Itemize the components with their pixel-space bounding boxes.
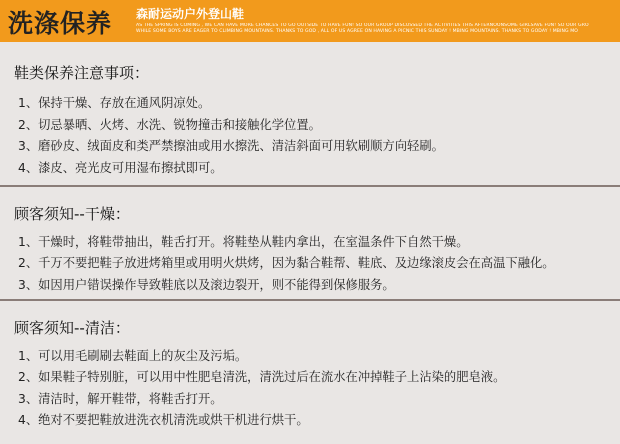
divider — [0, 299, 620, 301]
header-english-text — [136, 23, 616, 35]
header-english-line: AS THE SPRING IS COMING , WE CAN HAVE MORE CHANCES TO GO OUTSIDE TO HAVE FUN! SO OUR GROUP DISCUSSED THE ACTIVITIES THIS AFTERNOONSOME GIRLSAVE FUN! SO OUR GRO — [136, 23, 589, 28]
section-title: 顾客须知--干燥： — [14, 205, 130, 223]
header-banner — [0, 0, 620, 42]
divider — [0, 185, 620, 187]
list-item: 2、切忌暴晒、火烤、水洗、锐物撞击和接触化学位置。 — [18, 117, 321, 132]
list-item: 4、漆皮、亮光皮可用湿布擦拭即可。 — [18, 160, 223, 175]
list-item: 1、干燥时，将鞋带抽出，鞋舌打开。将鞋垫从鞋内拿出，在室温条件下自然干燥。 — [18, 235, 469, 249]
section-title: 顾客须知--清洁： — [14, 319, 130, 337]
list-item: 2、千万不要把鞋子放进烤箱里或用明火烘烤，因为黏合鞋帮、鞋底、及边缘滚皮会在高温下融化。 — [18, 256, 555, 271]
header-brand: 森耐运动户外登山鞋 — [136, 7, 245, 21]
drying-list — [18, 232, 555, 296]
list-item: 3、清洁时，解开鞋带，将鞋舌打开。 — [18, 391, 223, 406]
list-item: 4、绝对不要把鞋放进洗衣机清洗或烘干机进行烘干。 — [18, 412, 309, 427]
list-item: 3、如因用户错误操作导致鞋底以及滚边裂开，则不能得到保修服务。 — [18, 277, 395, 292]
list-item: 1、保持干燥、存放在通风阴凉处。 — [18, 96, 211, 110]
care-notes-list — [18, 93, 444, 179]
list-item: 1、可以用毛刷刷去鞋面上的灰尘及污垢。 — [18, 349, 248, 363]
header-title: 洗涤保养 — [8, 9, 113, 38]
header-english-line: WHILE SOME BOYS ARE EAGER TO CLIMBING MOUNTAINS. THANKS TO GOD , ALL OF US AGREE ON HAVING A PICNIC THIS SUNDAY ! MBING MOUNTAINS. THANKS TO GODAY ! MBING MO — [136, 29, 579, 34]
list-item: 3、磨砂皮、绒面皮和类严禁擦油或用水擦洗、清洁斜面可用软刷顺方向轻刷。 — [18, 139, 444, 154]
section-title: 鞋类保养注意事项： — [14, 64, 150, 82]
list-item: 2、如果鞋子特别脏，可以用中性肥皂清洗，清洗过后在流水在冲掉鞋子上沾染的肥皂液。 — [18, 370, 506, 385]
cleaning-list — [18, 346, 505, 431]
